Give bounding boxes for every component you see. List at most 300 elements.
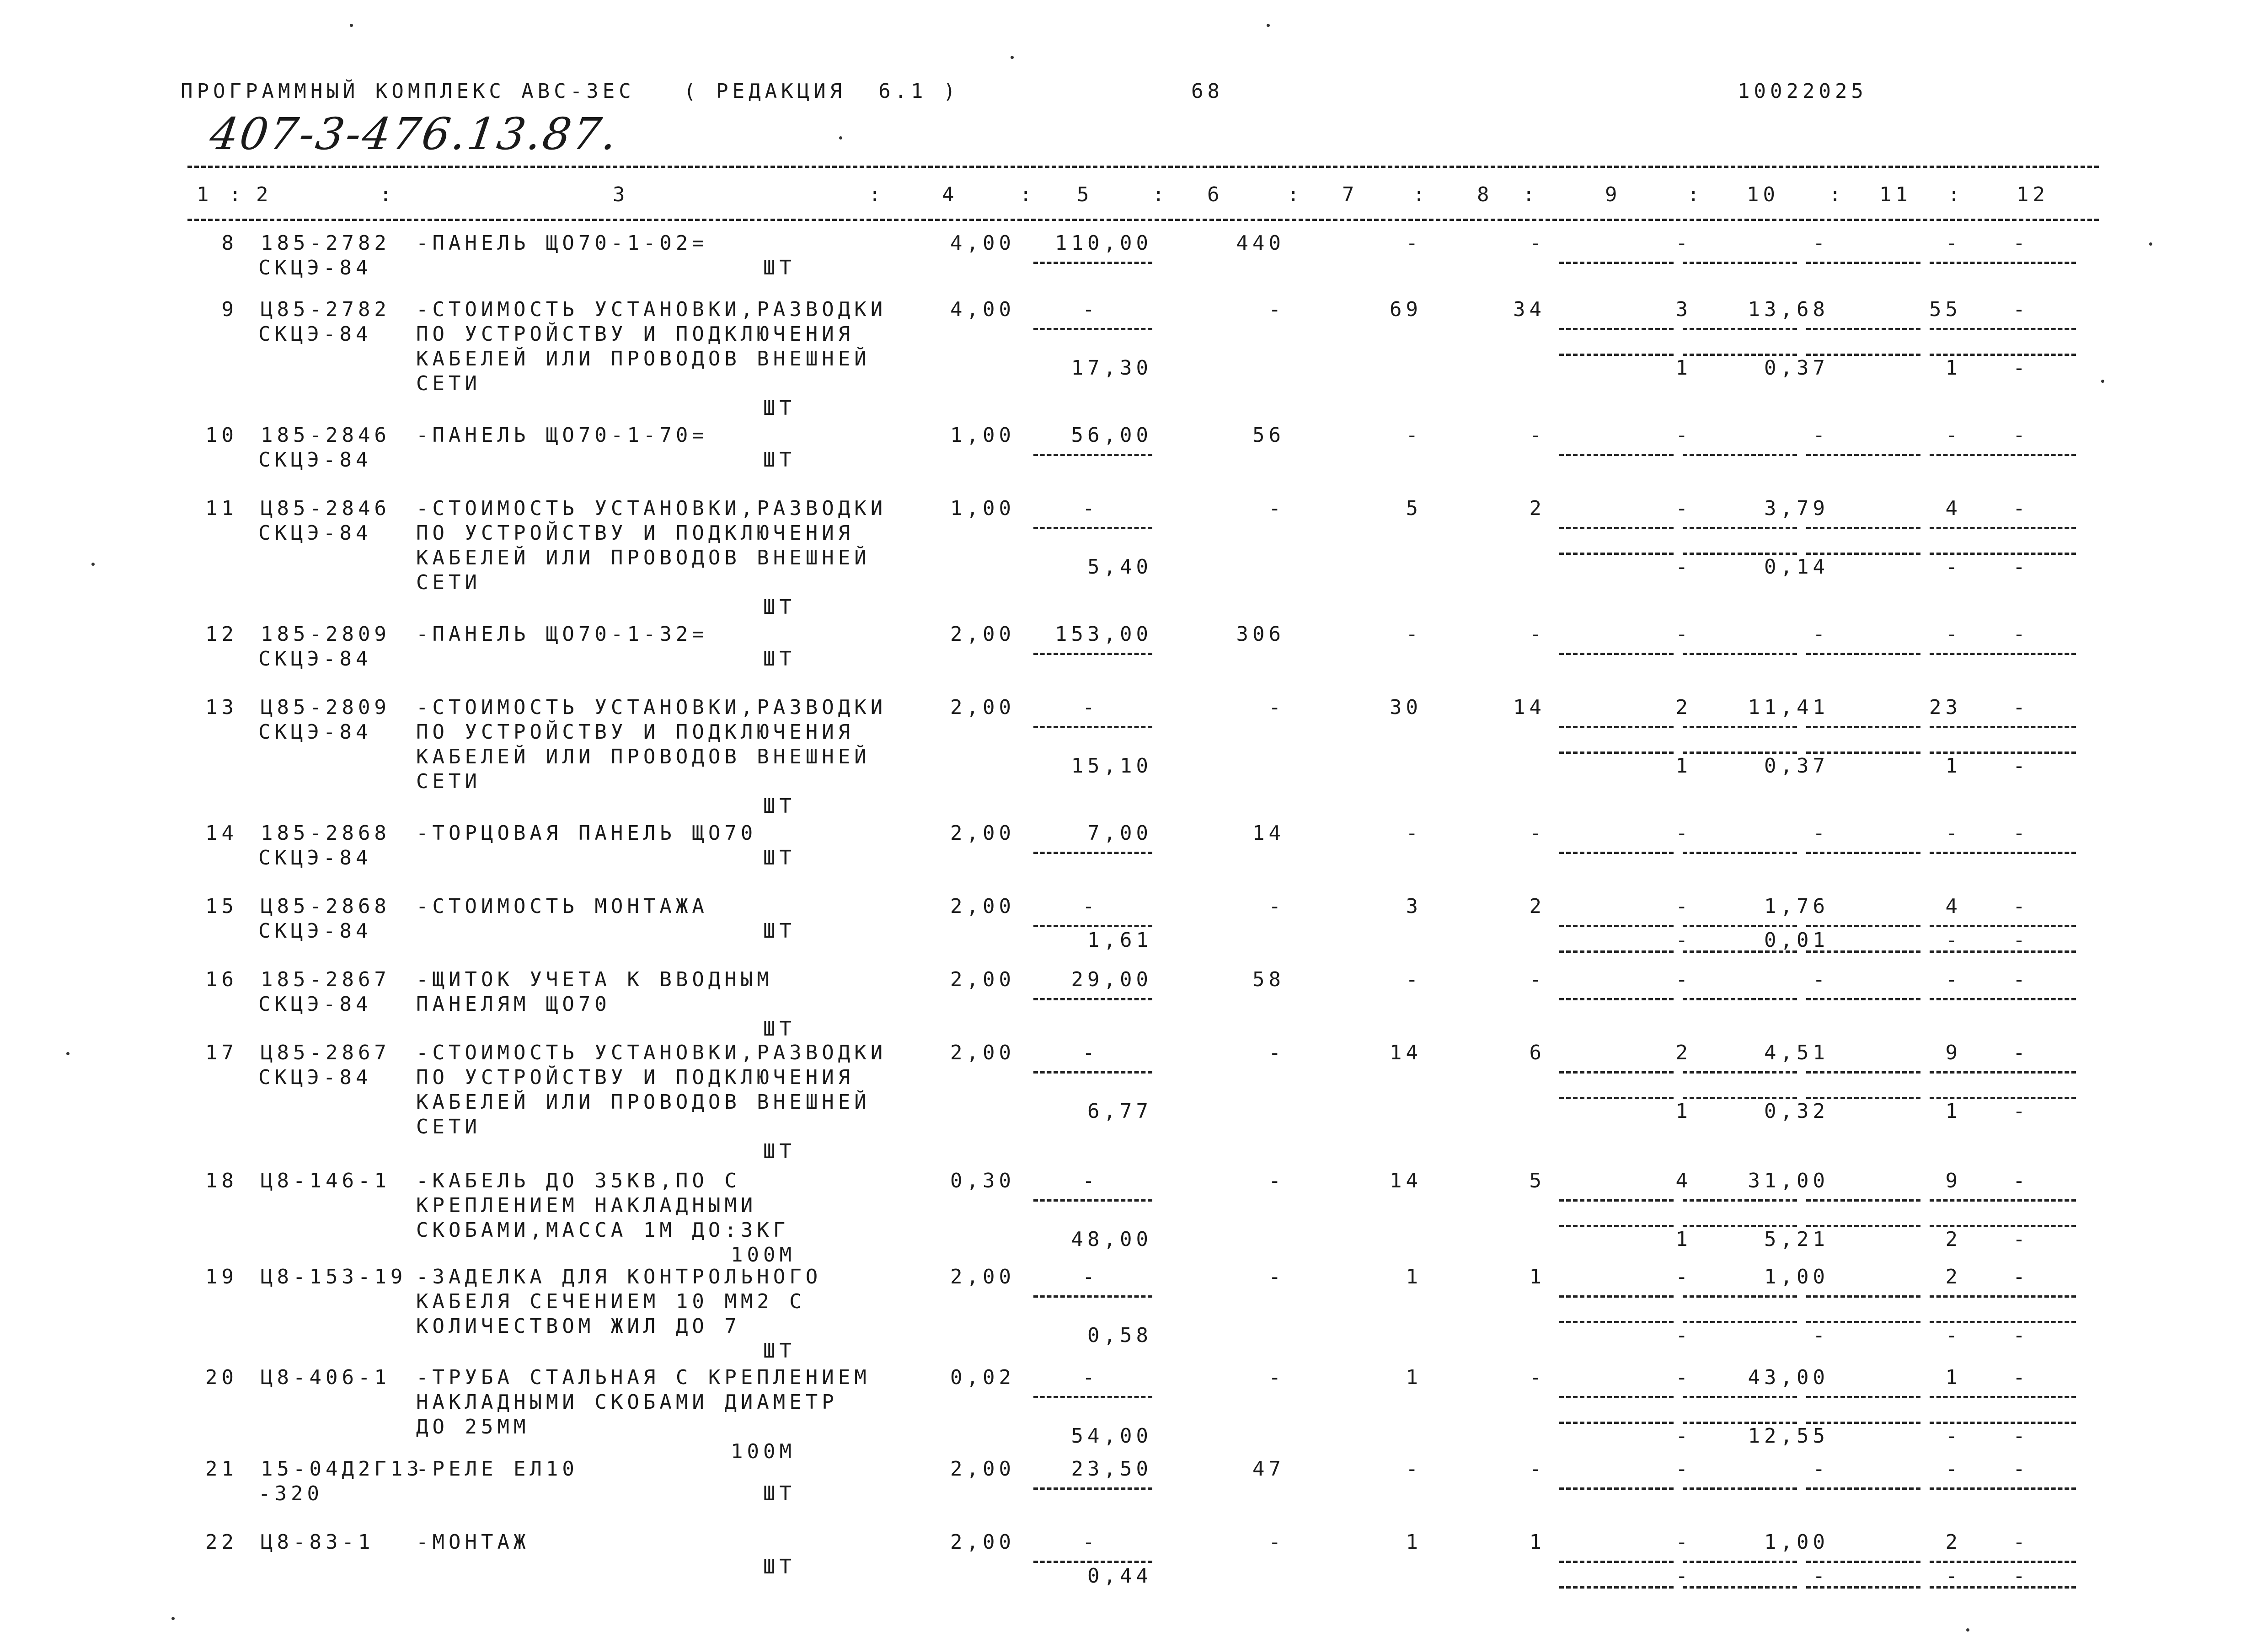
unit-of-measure: 100М — [731, 1440, 796, 1463]
value-c5-second: 5,40 — [1087, 555, 1152, 579]
cell-underline — [1930, 1396, 2076, 1398]
value-c9-second: 1 — [1675, 1100, 1692, 1123]
cell-underline — [1683, 1396, 1797, 1398]
value-c10: - — [1813, 231, 1829, 255]
row-number: 18 — [205, 1169, 238, 1192]
value-c8: - — [1529, 821, 1546, 845]
cell-underline — [1683, 527, 1797, 529]
value-c7: 5 — [1406, 497, 1422, 520]
value-c5: - — [1082, 497, 1099, 520]
cell-underline — [1683, 354, 1797, 356]
unit-of-measure: ШТ — [763, 1339, 796, 1363]
price-code: 185-2867 — [261, 968, 390, 991]
work-description: -СТОИМОСТЬ УСТАНОВКИ,РАЗВОДКИ — [416, 696, 887, 719]
cell-underline — [1806, 653, 1920, 655]
value-c12: - — [2013, 1457, 2029, 1481]
value-c11: 2 — [1945, 1265, 1962, 1288]
value-c9: 3 — [1675, 298, 1692, 321]
cell-underline — [1683, 1422, 1797, 1424]
cell-underline — [1559, 262, 1674, 264]
cell-underline — [1806, 950, 1920, 953]
cell-underline — [1806, 1071, 1920, 1074]
price-code: Ц85-2846 — [261, 497, 390, 520]
value-c11: 23 — [1929, 696, 1962, 719]
value-c7: 69 — [1390, 298, 1422, 321]
value-c12-second: - — [2013, 1564, 2029, 1588]
unit-of-measure: ШТ — [763, 1017, 796, 1041]
cell-underline — [1559, 354, 1674, 356]
price-code: 15-04Д2Г13 — [261, 1457, 423, 1481]
value-qty: 2,00 — [950, 696, 1015, 719]
value-c8: 2 — [1529, 497, 1546, 520]
work-description: КАБЕЛЕЙ ИЛИ ПРОВОДОВ ВНЕШНЕЙ — [416, 1090, 871, 1114]
value-c11: 4 — [1945, 895, 1962, 918]
cell-underline — [1806, 752, 1920, 754]
value-c10-second: - — [1813, 1324, 1829, 1347]
work-description: КАБЕЛЕЙ ИЛИ ПРОВОДОВ ВНЕШНЕЙ — [416, 745, 871, 768]
cell-underline — [1033, 1487, 1152, 1490]
cell-underline — [1683, 1586, 1797, 1589]
price-code: 185-2868 — [261, 821, 390, 845]
value-c6: 47 — [1252, 1457, 1285, 1481]
value-c6: - — [1268, 895, 1285, 918]
work-description: -ЗАДЕЛКА ДЛЯ КОНТРОЛЬНОГО — [416, 1265, 822, 1288]
cell-underline — [1930, 925, 2076, 927]
cell-underline — [1806, 1422, 1920, 1424]
value-c9: - — [1675, 623, 1692, 646]
column-header-cell: : — [1020, 183, 1036, 206]
cell-underline — [1806, 1225, 1920, 1227]
cell-underline — [1930, 1586, 2076, 1589]
page-number: 68 — [1191, 80, 1224, 103]
value-c8: 6 — [1529, 1041, 1546, 1064]
value-c11-second: 2 — [1945, 1228, 1962, 1251]
cell-underline — [1559, 726, 1674, 728]
cell-underline — [1930, 1071, 2076, 1074]
cell-underline — [1930, 653, 2076, 655]
cell-underline — [1683, 726, 1797, 728]
cell-underline — [1683, 852, 1797, 854]
cell-underline — [1559, 1422, 1674, 1424]
work-description: КАБЕЛЕЙ ИЛИ ПРОВОДОВ ВНЕШНЕЙ — [416, 347, 871, 370]
cell-underline — [1559, 454, 1674, 456]
value-c11: - — [1945, 424, 1962, 447]
value-c5: - — [1082, 895, 1099, 918]
value-qty: 2,00 — [950, 895, 1015, 918]
cell-underline — [1683, 1071, 1797, 1074]
price-code: Ц8-83-1 — [261, 1530, 374, 1554]
value-c5: 23,50 — [1071, 1457, 1152, 1481]
cell-underline — [1559, 328, 1674, 330]
cell-underline — [1559, 1225, 1674, 1227]
value-c11: - — [1945, 623, 1962, 646]
value-c7: - — [1406, 231, 1422, 255]
cell-underline — [1559, 553, 1674, 555]
value-c11: - — [1945, 231, 1962, 255]
column-header-cell: 6 — [1207, 183, 1224, 206]
work-description: -ТОРЦОВАЯ ПАНЕЛЬ ЩО70 — [416, 821, 757, 845]
price-reference: СКЦЭ-84 — [258, 720, 372, 744]
cell-underline — [1806, 553, 1920, 555]
cell-underline — [1559, 1561, 1674, 1563]
value-c11: 9 — [1945, 1169, 1962, 1192]
value-c11-second: - — [1945, 1324, 1962, 1347]
cell-underline — [1033, 852, 1152, 854]
value-c12: - — [2013, 696, 2029, 719]
cell-underline — [1033, 262, 1152, 264]
cell-underline — [1559, 1097, 1674, 1099]
scan-speck — [839, 136, 842, 140]
value-c6: 14 — [1252, 821, 1285, 845]
column-header-cell: 11 — [1879, 183, 1912, 206]
cell-underline — [1683, 950, 1797, 953]
price-reference: СКЦЭ-84 — [258, 846, 372, 870]
cell-underline — [1033, 925, 1152, 927]
cell-underline — [1930, 726, 2076, 728]
value-c6: - — [1268, 1366, 1285, 1389]
column-header-cell: : — [1287, 183, 1304, 206]
value-c10: - — [1813, 424, 1829, 447]
work-description: СЕТИ — [416, 571, 481, 594]
cell-underline — [1930, 1225, 2076, 1227]
cell-underline — [1559, 653, 1674, 655]
price-reference: СКЦЭ-84 — [258, 448, 372, 472]
value-c9: - — [1675, 895, 1692, 918]
work-description: -ПАНЕЛЬ ЩО70-1-02= — [416, 231, 708, 255]
value-c10: 1,00 — [1764, 1530, 1829, 1554]
value-c12: - — [2013, 424, 2029, 447]
price-code: Ц85-2809 — [261, 696, 390, 719]
column-header-cell: 12 — [2017, 183, 2049, 206]
value-c5-second: 6,77 — [1087, 1100, 1152, 1123]
work-description: ПО УСТРОЙСТВУ И ПОДКЛЮЧЕНИЯ — [416, 521, 855, 545]
value-c5: - — [1082, 298, 1099, 321]
cell-underline — [1806, 527, 1920, 529]
value-qty: 2,00 — [950, 1457, 1015, 1481]
work-description: ПО УСТРОЙСТВУ И ПОДКЛЮЧЕНИЯ — [416, 322, 855, 346]
column-header-cell: : — [1523, 183, 1539, 206]
value-qty: 2,00 — [950, 1041, 1015, 1064]
value-c7: - — [1406, 1457, 1422, 1481]
value-c6: - — [1268, 1169, 1285, 1192]
scan-speck — [2149, 242, 2152, 246]
value-c10: 4,51 — [1764, 1041, 1829, 1064]
cell-underline — [1806, 1396, 1920, 1398]
row-number: 17 — [205, 1041, 238, 1064]
price-code: Ц85-2868 — [261, 895, 390, 918]
value-c9-second: 1 — [1675, 356, 1692, 380]
row-number: 11 — [205, 497, 238, 520]
value-c9: 4 — [1675, 1169, 1692, 1192]
work-description: СЕТИ — [416, 372, 481, 395]
price-reference: СКЦЭ-84 — [258, 322, 372, 346]
value-c5-second: 1,61 — [1087, 929, 1152, 952]
column-header-cell: : — [380, 183, 396, 206]
cell-underline — [1683, 1321, 1797, 1323]
value-c11: 2 — [1945, 1530, 1962, 1554]
work-description: -КАБЕЛЬ ДО 35КВ,ПО С — [416, 1169, 741, 1192]
value-c6: - — [1268, 497, 1285, 520]
work-description: ПО УСТРОЙСТВУ И ПОДКЛЮЧЕНИЯ — [416, 1066, 855, 1089]
value-c8: - — [1529, 231, 1546, 255]
value-c8: - — [1529, 968, 1546, 991]
value-c10-second: 0,37 — [1764, 754, 1829, 778]
value-c12: - — [2013, 1366, 2029, 1389]
value-qty: 4,00 — [950, 298, 1015, 321]
cell-underline — [1033, 1561, 1152, 1563]
scan-speck — [1966, 1628, 1969, 1632]
cell-underline — [1033, 328, 1152, 330]
cell-underline — [1559, 1487, 1674, 1490]
cell-underline — [1806, 1295, 1920, 1298]
value-c11: 55 — [1929, 298, 1962, 321]
cell-underline — [1930, 527, 2076, 529]
price-reference: СКЦЭ-84 — [258, 647, 372, 671]
row-number: 16 — [205, 968, 238, 991]
unit-of-measure: ШТ — [763, 647, 796, 671]
value-qty: 2,00 — [950, 968, 1015, 991]
row-number: 8 — [221, 231, 238, 255]
cell-underline — [1683, 1199, 1797, 1202]
work-description: -ПАНЕЛЬ ЩО70-1-70= — [416, 424, 708, 447]
work-description: -ПАНЕЛЬ ЩО70-1-32= — [416, 623, 708, 646]
value-c12: - — [2013, 968, 2029, 991]
work-description: -ЩИТОК УЧЕТА К ВВОДНЫМ — [416, 968, 773, 991]
value-c11: - — [1945, 968, 1962, 991]
value-c10: - — [1813, 968, 1829, 991]
cell-underline — [1033, 998, 1152, 1000]
value-c9: 2 — [1675, 696, 1692, 719]
unit-of-measure: ШТ — [763, 596, 796, 619]
value-c11-second: - — [1945, 1424, 1962, 1448]
value-c6: - — [1268, 696, 1285, 719]
handwritten-code: 407-3-476.13.87. — [207, 108, 622, 160]
value-c10-second: 0,32 — [1764, 1100, 1829, 1123]
value-c8: - — [1529, 1457, 1546, 1481]
value-c9: - — [1675, 1457, 1692, 1481]
cell-underline — [1806, 454, 1920, 456]
value-c11-second: - — [1945, 929, 1962, 952]
cell-underline — [1683, 553, 1797, 555]
value-c12-second: - — [2013, 1424, 2029, 1448]
value-qty: 0,30 — [950, 1169, 1015, 1192]
work-description: -ТРУБА СТАЛЬНАЯ С КРЕПЛЕНИЕМ — [416, 1366, 871, 1389]
cell-underline — [1033, 653, 1152, 655]
row-number: 19 — [205, 1265, 238, 1288]
cell-underline — [1806, 1586, 1920, 1589]
value-c12: - — [2013, 497, 2029, 520]
cell-underline — [1559, 1199, 1674, 1202]
value-c10: - — [1813, 821, 1829, 845]
value-c11: 9 — [1945, 1041, 1962, 1064]
cell-underline — [1683, 752, 1797, 754]
cell-underline — [1559, 1321, 1674, 1323]
value-c6: - — [1268, 298, 1285, 321]
value-qty: 2,00 — [950, 1265, 1015, 1288]
value-c11-second: - — [1945, 1564, 1962, 1588]
column-header-cell: : — [869, 183, 885, 206]
value-c7: - — [1406, 968, 1422, 991]
value-c11: 1 — [1945, 1366, 1962, 1389]
value-c11-second: 1 — [1945, 356, 1962, 380]
value-c6: - — [1268, 1041, 1285, 1064]
value-c5: 56,00 — [1071, 424, 1152, 447]
value-c9: - — [1675, 231, 1692, 255]
value-c10: 13,68 — [1748, 298, 1829, 321]
column-header-cell: 8 — [1477, 183, 1493, 206]
value-c8: 2 — [1529, 895, 1546, 918]
cell-underline — [1033, 726, 1152, 728]
value-c10: 1,76 — [1764, 895, 1829, 918]
unit-of-measure: ШТ — [763, 1140, 796, 1163]
column-header-cell: 4 — [942, 183, 958, 206]
cell-underline — [1683, 454, 1797, 456]
cell-underline — [1559, 1295, 1674, 1298]
value-c5: - — [1082, 1366, 1099, 1389]
value-c12: - — [2013, 298, 2029, 321]
value-c12-second: - — [2013, 1100, 2029, 1123]
cell-underline — [1559, 998, 1674, 1000]
value-c12-second: - — [2013, 929, 2029, 952]
value-c12: - — [2013, 623, 2029, 646]
value-c10: 31,00 — [1748, 1169, 1829, 1192]
unit-of-measure: ШТ — [763, 397, 796, 420]
cell-underline — [1033, 1199, 1152, 1202]
value-c5: - — [1082, 1530, 1099, 1554]
work-description: -СТОИМОСТЬ МОНТАЖА — [416, 895, 708, 918]
column-header-cell: : — [1829, 183, 1845, 206]
value-c12: - — [2013, 1169, 2029, 1192]
value-c9-second: 1 — [1675, 1228, 1692, 1251]
cell-underline — [1683, 1225, 1797, 1227]
work-description: СЕТИ — [416, 1115, 481, 1138]
scan-speck — [91, 563, 95, 566]
unit-of-measure: ШТ — [763, 919, 796, 943]
cell-underline — [1683, 1295, 1797, 1298]
value-c9-second: - — [1675, 929, 1692, 952]
work-description: НАКЛАДНЫМИ СКОБАМИ ДИАМЕТР — [416, 1390, 838, 1414]
value-c7: 14 — [1390, 1041, 1422, 1064]
scan-speck — [1011, 56, 1014, 59]
cell-underline — [1930, 1561, 2076, 1563]
value-c7: - — [1406, 821, 1422, 845]
scan-speck — [66, 1052, 70, 1055]
value-c8: - — [1529, 1366, 1546, 1389]
column-header-cell: 5 — [1077, 183, 1093, 206]
work-description: КРЕПЛЕНИЕМ НАКЛАДНЫМИ — [416, 1194, 757, 1217]
value-c5: 7,00 — [1087, 821, 1152, 845]
value-c6: 58 — [1252, 968, 1285, 991]
column-header-cell: 3 — [613, 183, 629, 206]
value-c5: 29,00 — [1071, 968, 1152, 991]
work-description: -СТОИМОСТЬ УСТАНОВКИ,РАЗВОДКИ — [416, 497, 887, 520]
cell-underline — [1930, 1487, 2076, 1490]
scan-speck — [2101, 380, 2104, 383]
unit-of-measure: ШТ — [763, 1555, 796, 1578]
value-c8: 5 — [1529, 1169, 1546, 1192]
value-qty: 4,00 — [950, 231, 1015, 255]
cell-underline — [1806, 1097, 1920, 1099]
cell-underline — [1930, 1295, 2076, 1298]
row-number: 20 — [205, 1366, 238, 1389]
value-c7: - — [1406, 623, 1422, 646]
value-c11: - — [1945, 1457, 1962, 1481]
value-c10: - — [1813, 1457, 1829, 1481]
header-top-rule — [187, 166, 2099, 168]
column-header-cell: : — [1413, 183, 1429, 206]
value-c12: - — [2013, 1530, 2029, 1554]
unit-of-measure: ШТ — [763, 256, 796, 279]
value-c11: 4 — [1945, 497, 1962, 520]
value-c10: 3,79 — [1764, 497, 1829, 520]
unit-of-measure: ШТ — [763, 1482, 796, 1505]
cell-underline — [1559, 925, 1674, 927]
price-reference: СКЦЭ-84 — [258, 256, 372, 279]
value-qty: 0,02 — [950, 1366, 1015, 1389]
value-c5-second: 0,44 — [1087, 1564, 1152, 1588]
cell-underline — [1683, 925, 1797, 927]
cell-underline — [1930, 752, 2076, 754]
value-c12: - — [2013, 231, 2029, 255]
cell-underline — [1930, 1199, 2076, 1202]
value-c12: - — [2013, 1265, 2029, 1288]
work-description: КАБЕЛЯ СЕЧЕНИЕМ 10 ММ2 С — [416, 1290, 806, 1313]
cell-underline — [1559, 1396, 1674, 1398]
value-c8: 34 — [1513, 298, 1546, 321]
value-c10: 43,00 — [1748, 1366, 1829, 1389]
unit-of-measure: ШТ — [763, 794, 796, 818]
cell-underline — [1559, 752, 1674, 754]
value-c6: 440 — [1236, 231, 1285, 255]
cell-underline — [1559, 527, 1674, 529]
value-c5-second: 0,58 — [1087, 1324, 1152, 1347]
row-number: 12 — [205, 623, 238, 646]
price-reference: СКЦЭ-84 — [258, 919, 372, 943]
cell-underline — [1683, 262, 1797, 264]
value-c12: - — [2013, 1041, 2029, 1064]
work-description: КАБЕЛЕЙ ИЛИ ПРОВОДОВ ВНЕШНЕЙ — [416, 546, 871, 569]
value-c5-second: 54,00 — [1071, 1424, 1152, 1448]
scan-speck — [171, 1617, 175, 1620]
scan-speck — [1267, 24, 1270, 27]
cell-underline — [1806, 925, 1920, 927]
row-number: 9 — [221, 298, 238, 321]
document-id: 10022025 — [1738, 80, 1867, 103]
cell-underline — [1930, 950, 2076, 953]
price-code: 185-2782 — [261, 231, 390, 255]
value-c9: - — [1675, 1265, 1692, 1288]
value-c8: 14 — [1513, 696, 1546, 719]
cell-underline — [1033, 1396, 1152, 1398]
price-code: Ц85-2782 — [261, 298, 390, 321]
cell-underline — [1806, 852, 1920, 854]
cell-underline — [1930, 1321, 2076, 1323]
cell-underline — [1033, 1071, 1152, 1074]
cell-underline — [1559, 1071, 1674, 1074]
value-c12: - — [2013, 821, 2029, 845]
value-c11: - — [1945, 821, 1962, 845]
work-description: -СТОИМОСТЬ УСТАНОВКИ,РАЗВОДКИ — [416, 298, 887, 321]
cell-underline — [1683, 653, 1797, 655]
value-qty: 1,00 — [950, 497, 1015, 520]
value-c12: - — [2013, 895, 2029, 918]
value-c10-second: - — [1813, 1564, 1829, 1588]
value-c9: - — [1675, 968, 1692, 991]
column-header-cell: 10 — [1747, 183, 1779, 206]
cell-underline — [1559, 852, 1674, 854]
column-header-cell: 1 : — [197, 183, 246, 206]
column-header-cell: 2 — [256, 183, 273, 206]
